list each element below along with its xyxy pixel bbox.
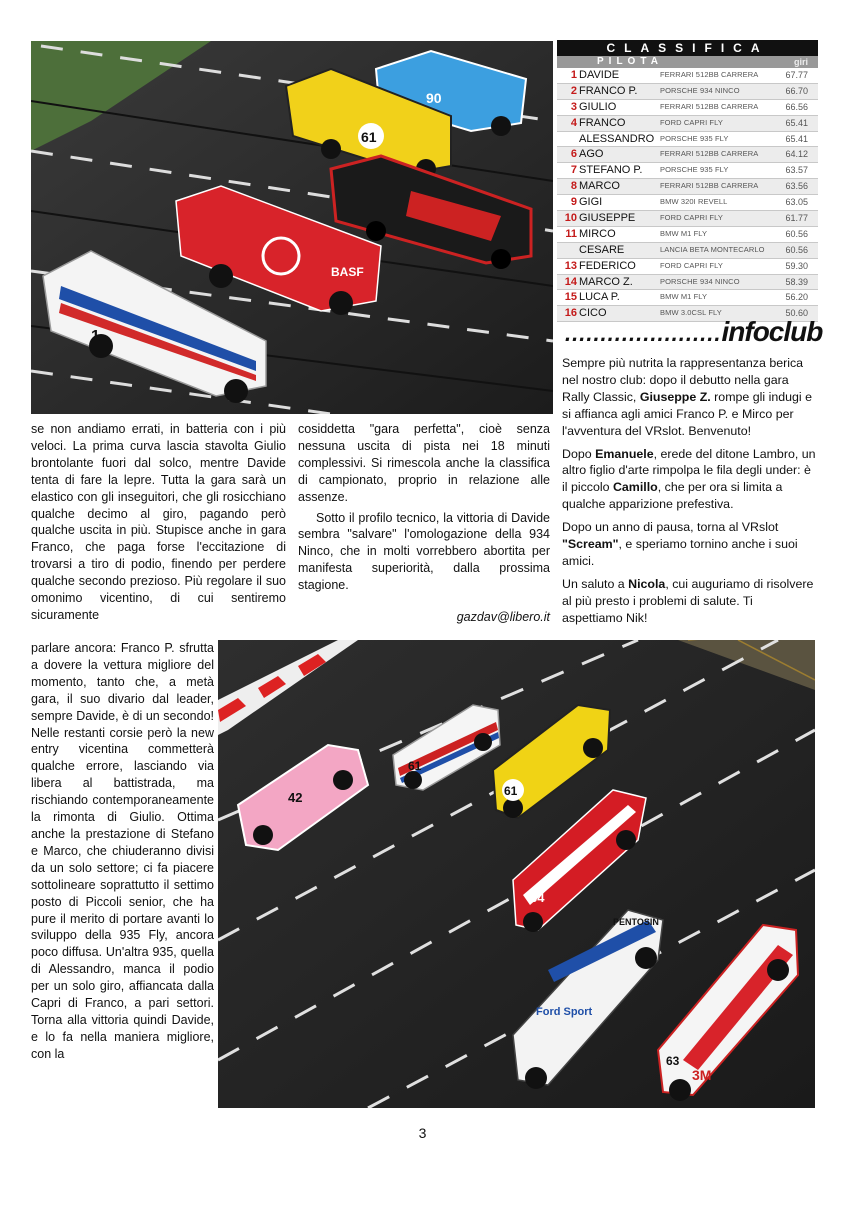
car-model: FORD CAPRI FLY (660, 260, 723, 270)
car-number: 61 (504, 784, 518, 798)
classifica-row (557, 68, 818, 84)
classifica-row (557, 211, 818, 227)
rank-number: 13 (564, 259, 577, 272)
car-label: Ford Sport (536, 1006, 593, 1018)
classifica-row (557, 290, 818, 306)
classifica-row (557, 84, 818, 100)
infoclub-word: infoclub (721, 316, 823, 347)
pilot-name: FEDERICO (579, 259, 636, 272)
col-giri: giri (793, 57, 808, 67)
pilot-name: MARCO Z. (579, 275, 633, 288)
car-model: BMW 3.0CSL FLY (660, 308, 722, 318)
infoclub-paragraph-4: Un saluto a Nicola, cui auguriamo di risolvere al più presto i problemi di salute. Ti aspettiamo Nik! (562, 576, 814, 625)
laps-value: 66.70 (785, 85, 808, 96)
classifica-header (557, 56, 818, 68)
article-paragraph: se non andiamo errati, in batteria con i più veloci. La prima curva lascia stavolta Giulio brontolante fuori dal solco, mentre Davide tenta di fare la lepre. Tutta la gara sarà un elastico con gli inseguitori, che gli rosicchiano qualche decimo al giro, pagando però qualche uscita in più. Stupisce anche in gara Franco, che paga forse l'eccitazione di trovarsi a tiro di podio, finendo per perdere qualche secondo prezioso. Più regolare il suo omonimo vicentino, di cui sentiremo sicuramente (31, 422, 286, 622)
pilot-name: CESARE (579, 243, 625, 256)
rank-number: 16 (564, 307, 577, 320)
author-email: gazdav@libero.it (456, 610, 550, 624)
car-label: BASF (331, 265, 364, 279)
car-model: FORD CAPRI FLY (660, 213, 723, 223)
laps-value: 66.56 (785, 101, 808, 112)
car-label: 3M (692, 1067, 712, 1083)
classifica-row (557, 132, 818, 148)
car-number: 64 (530, 890, 545, 905)
pilot-name: DAVIDE (579, 69, 620, 81)
rank-number: 8 (570, 180, 577, 193)
pilot-name: LUCA P. (579, 291, 620, 304)
car-model: BMW 320I REVELL (660, 197, 728, 207)
laps-value: 59.30 (785, 260, 808, 271)
pilot-name: GIGI (579, 196, 603, 209)
car-model: PORSCHE 934 NINCO (660, 276, 740, 286)
pilot-name: MIRCO (579, 227, 616, 240)
car-model: PORSCHE 935 FLY (660, 165, 729, 175)
highlight-name: "Scream" (562, 537, 619, 552)
highlight-name: Emanuele (595, 446, 654, 461)
infoclub-paragraph-3: Dopo un anno di pausa, torna al VRslot "Scream", e speriamo tornino anche i suoi amici. (562, 520, 798, 568)
rank-number: 11 (565, 227, 577, 240)
car-number: 61 (361, 129, 377, 145)
car-model: FERRARI 512BB CARRERA (660, 101, 759, 111)
photo-slot-cars-top (31, 41, 553, 414)
car-model: FORD CAPRI FLY (660, 117, 723, 127)
article-paragraph: Sotto il profilo tecnico, la vittoria di Davide sembra "salvare" l'omologazione della 934 Ninco, che in molti vorrebbero abortita per manifesta superiorità, dalla prossima stagione. (298, 510, 550, 593)
laps-value: 63.05 (785, 197, 808, 208)
classifica-table (557, 40, 818, 320)
rank-number: 4 (570, 116, 577, 129)
infoclub-column (562, 355, 816, 633)
highlight-name: Giuseppe Z. (639, 389, 711, 404)
pilot-name: AGO (579, 148, 604, 161)
classifica-row (557, 100, 818, 116)
laps-value: 58.39 (785, 276, 808, 287)
classifica-row (557, 243, 818, 259)
infoclub-paragraph-2: Dopo Emanuele, erede del ditone Lambro, un altro figlio d'arte rimpolpa le fila degli under: è il piccolo Camillo, che per ora si limita a qualche apparizione prefestiva. (562, 446, 816, 512)
infoclub-paragraph-1: Sempre più nutrita la rappresentanza berica nel nostro club: dopo il debutto nella gara Rally Classic, Giuseppe Z. rompe gli indugi e si affianca agli amici Franco P. e Mirco per l'avventura del VRslot. Benvenuto! (562, 356, 812, 438)
article-column-1 (31, 421, 286, 624)
highlight-name: Camillo (612, 480, 658, 495)
laps-value: 63.57 (785, 165, 808, 176)
classifica-row (557, 227, 818, 243)
classifica-row (557, 179, 818, 195)
pilot-name: MARCO (579, 180, 620, 193)
pilot-name: GIULIO (579, 100, 617, 113)
rank-number: 1 (570, 69, 577, 81)
article-column-1-continued (31, 640, 214, 1063)
classifica-rows (557, 68, 818, 322)
rank-number: 2 (570, 84, 577, 97)
car-number: 90 (426, 90, 442, 106)
classifica-row (557, 163, 818, 179)
classifica-row (557, 116, 818, 132)
pilot-name: STEFANO P. (579, 164, 643, 177)
car-model: LANCIA BETA MONTECARLO (660, 244, 765, 254)
pilot-name: FRANCO (579, 116, 626, 129)
pilot-name: FRANCO P. (579, 84, 638, 97)
laps-value: 63.56 (785, 181, 808, 192)
infoclub-dots: ...................... (565, 321, 722, 346)
car-model: PORSCHE 934 NINCO (660, 85, 740, 95)
rank-number: 3 (570, 100, 577, 113)
laps-value: 64.12 (785, 149, 808, 160)
laps-value: 61.77 (785, 213, 808, 224)
pilot-name: ALESSANDRO (579, 132, 655, 145)
page-number: 3 (418, 1125, 427, 1141)
laps-value: 50.60 (785, 308, 808, 319)
pilot-name: GIUSEPPE (579, 212, 636, 225)
rank-number: 15 (564, 291, 577, 304)
car-number: 1 (91, 328, 100, 345)
article-paragraph: parlare ancora: Franco P. sfrutta a dovere la vettura migliore del momento, tanto che, a metà gara, il suo divario dal leader, sempre Davide, è di un secondo! Nelle restanti corsie però la new entry vicentina commetterà qualche errore, lasciando via libera al battistrada, ma rischiando contemporaneamente la rimonta di Giulio. Ottima anche la prestazione di Stefano e Marco, che chiuderanno divisi da un solo settore; ci fa piacere sottolineare soprattutto il settimo posto di Piccoli senior, che ha pure il merito di portare avanti lo sviluppo della 935 Fly, ancora poco diffusa. Un'altra 935, quella di Alessandro, manca il podio per un solo giro, affiancata dalla Capri di Franco, a pari settori. Torna alla vittoria quindi Davide, e lo fa nella maniera migliore, con la (31, 641, 214, 1061)
car-number: 61 (408, 759, 422, 773)
rank-number: 14 (564, 275, 577, 288)
car-number: 63 (666, 1054, 680, 1068)
laps-value: 60.56 (785, 244, 808, 255)
rank-number: 9 (570, 196, 577, 209)
classifica-row (557, 259, 818, 275)
classifica-row (557, 195, 818, 211)
pilot-name: CICO (579, 307, 607, 320)
laps-value: 65.41 (785, 133, 808, 144)
classifica-row (557, 275, 818, 291)
highlight-name: Nicola (628, 576, 666, 591)
laps-value: 67.77 (785, 70, 808, 80)
infoclub-heading (565, 316, 823, 352)
car-number: 42 (288, 790, 303, 805)
car-label: PENTOSIN (613, 917, 659, 927)
classifica-row (557, 147, 818, 163)
car-model: BMW M1 FLY (660, 292, 708, 302)
laps-value: 60.56 (785, 228, 808, 239)
car-model: BMW M1 FLY (660, 228, 708, 238)
car-model: FERRARI 512BB CARRERA (660, 181, 759, 191)
classifica-title: CLASSIFICA (557, 40, 818, 56)
article-column-2 (298, 421, 550, 594)
laps-value: 65.41 (785, 117, 808, 128)
car-model: FERRARI 512BB CARRERA (660, 70, 759, 79)
photo-slot-cars-bottom (218, 640, 815, 1108)
rank-number: 10 (564, 212, 577, 225)
col-pilota: PILOTA (597, 56, 663, 67)
article-paragraph: cosiddetta "gara perfetta", cioè senza nessuna uscita di pista nei 18 minuti complessivi. Si rimescola anche la classifica di campionato, proprio in relazione alle assenze. (298, 422, 550, 504)
car-model: PORSCHE 935 FLY (660, 133, 729, 143)
laps-value: 56.20 (785, 292, 808, 303)
rank-number: 7 (570, 164, 577, 177)
rank-number: 6 (570, 148, 577, 161)
car-model: FERRARI 512BB CARRERA (660, 149, 759, 159)
